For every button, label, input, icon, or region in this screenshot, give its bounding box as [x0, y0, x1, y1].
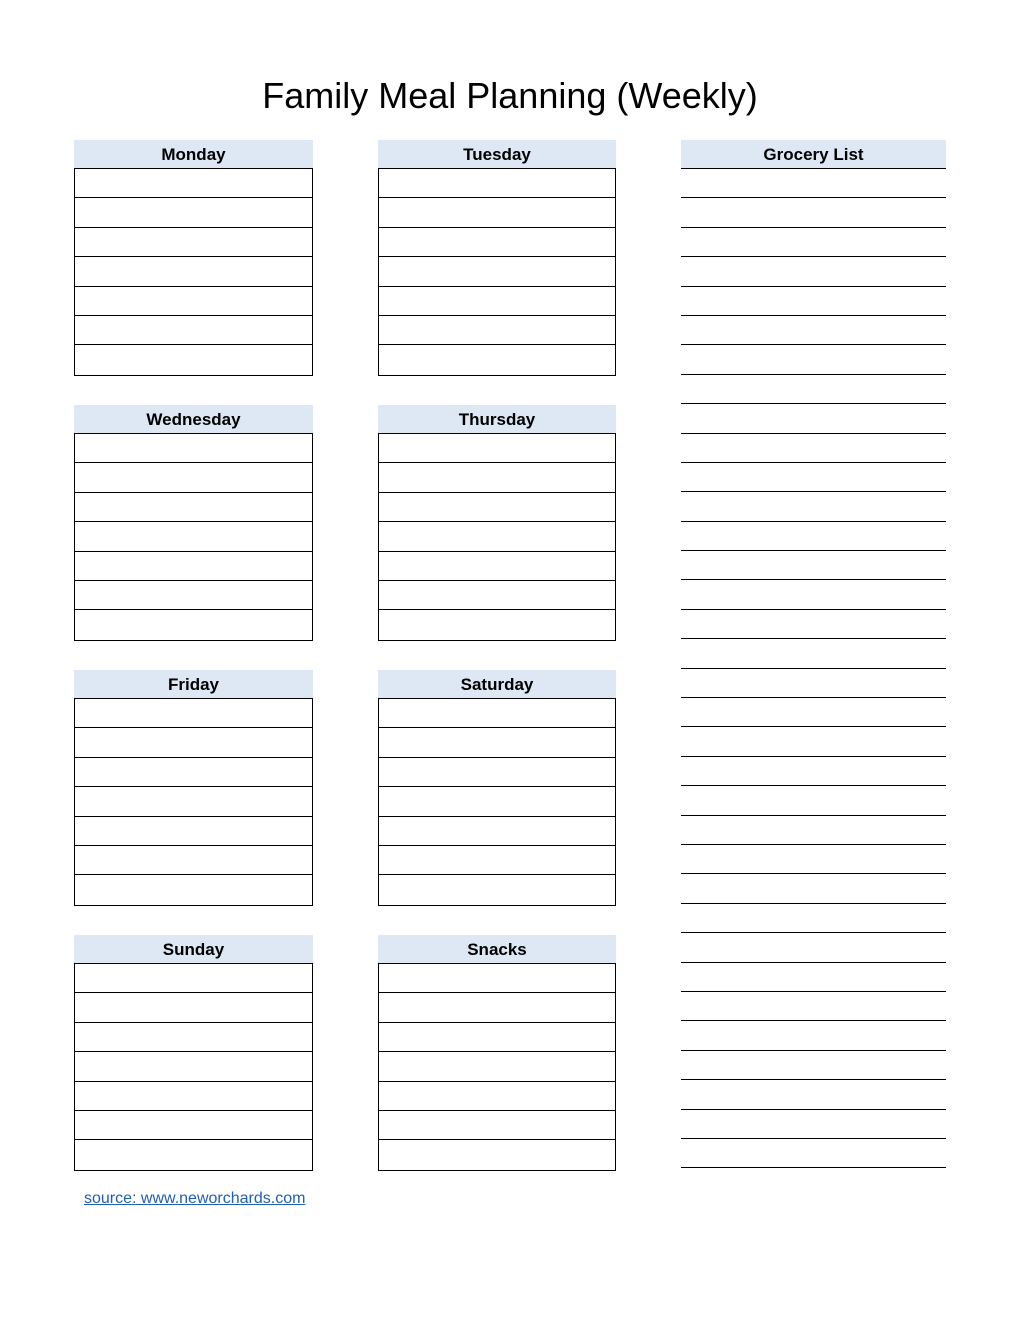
entry-row[interactable] [379, 1111, 615, 1140]
entry-row[interactable] [379, 846, 615, 875]
grocery-line[interactable] [681, 345, 946, 374]
grocery-line[interactable] [681, 845, 946, 874]
grocery-line[interactable] [681, 522, 946, 551]
entry-row[interactable] [379, 875, 615, 904]
grocery-line[interactable] [681, 375, 946, 404]
wednesday-section [74, 405, 313, 641]
entry-row[interactable] [379, 198, 615, 227]
entry-row[interactable] [379, 728, 615, 757]
grocery-line[interactable] [681, 669, 946, 698]
saturday-section [378, 670, 616, 906]
entry-row[interactable] [75, 522, 312, 551]
snacks-header: Snacks [378, 935, 616, 964]
friday-header: Friday [74, 670, 313, 699]
thursday-section [378, 405, 616, 641]
entry-row[interactable] [75, 581, 312, 610]
grocery-line[interactable] [681, 610, 946, 639]
entry-row[interactable] [379, 1052, 615, 1081]
entry-row[interactable] [75, 1111, 312, 1140]
entry-row[interactable] [379, 493, 615, 522]
grocery-line[interactable] [681, 1139, 946, 1168]
entry-row[interactable] [75, 1140, 312, 1169]
entry-row[interactable] [379, 345, 615, 374]
entry-row[interactable] [379, 1023, 615, 1052]
grocery-line[interactable] [681, 786, 946, 815]
entry-row[interactable] [75, 787, 312, 816]
source-link[interactable]: source: www.neworchards.com [84, 1190, 306, 1207]
wednesday-header: Wednesday [74, 405, 313, 434]
monday-header: Monday [74, 140, 313, 169]
entry-row[interactable] [379, 552, 615, 581]
sunday-section [74, 935, 313, 1171]
entry-row[interactable] [75, 463, 312, 492]
grocery-line[interactable] [681, 698, 946, 727]
grocery-line[interactable] [681, 316, 946, 345]
grocery-list-header: Grocery List [681, 140, 946, 169]
sunday-entries[interactable] [74, 964, 313, 1171]
entry-row[interactable] [379, 228, 615, 257]
grocery-line[interactable] [681, 463, 946, 492]
entry-row[interactable] [379, 993, 615, 1022]
entry-row[interactable] [75, 345, 312, 374]
grocery-line[interactable] [681, 904, 946, 933]
monday-section [74, 140, 313, 376]
grocery-line[interactable] [681, 228, 946, 257]
entry-row[interactable] [379, 787, 615, 816]
grocery-line[interactable] [681, 198, 946, 227]
entry-row[interactable] [75, 1023, 312, 1052]
grocery-line[interactable] [681, 1110, 946, 1139]
grocery-line[interactable] [681, 492, 946, 521]
grocery-line[interactable] [681, 1080, 946, 1109]
thursday-header: Thursday [378, 405, 616, 434]
entry-row[interactable] [75, 1052, 312, 1081]
grocery-line[interactable] [681, 816, 946, 845]
entry-row[interactable] [379, 1082, 615, 1111]
friday-section [74, 670, 313, 906]
entry-row[interactable] [379, 522, 615, 551]
entry-row[interactable] [75, 699, 312, 728]
entry-row[interactable] [75, 316, 312, 345]
entry-row[interactable] [379, 287, 615, 316]
entry-row[interactable] [379, 169, 615, 198]
entry-row[interactable] [75, 993, 312, 1022]
entry-row[interactable] [379, 316, 615, 345]
snacks-entries[interactable] [378, 964, 616, 1171]
entry-row[interactable] [75, 169, 312, 198]
entry-row[interactable] [379, 964, 615, 993]
monday-entries[interactable] [74, 169, 313, 376]
entry-row[interactable] [379, 434, 615, 463]
tuesday-entries[interactable] [378, 169, 616, 376]
grocery-line[interactable] [681, 551, 946, 580]
entry-row[interactable] [75, 257, 312, 286]
grocery-line[interactable] [681, 257, 946, 286]
entry-row[interactable] [379, 610, 615, 639]
grocery-line[interactable] [681, 404, 946, 433]
grocery-line[interactable] [681, 992, 946, 1021]
grocery-line[interactable] [681, 874, 946, 903]
wednesday-entries[interactable] [74, 434, 313, 641]
grocery-line[interactable] [681, 757, 946, 786]
grocery-line[interactable] [681, 169, 946, 198]
entry-row[interactable] [75, 964, 312, 993]
grocery-line[interactable] [681, 727, 946, 756]
grocery-line[interactable] [681, 287, 946, 316]
grocery-line[interactable] [681, 1051, 946, 1080]
grocery-list-section [681, 140, 946, 1168]
entry-row[interactable] [75, 875, 312, 904]
entry-row[interactable] [379, 1140, 615, 1169]
entry-row[interactable] [379, 699, 615, 728]
entry-row[interactable] [75, 817, 312, 846]
grocery-line[interactable] [681, 434, 946, 463]
tuesday-header: Tuesday [378, 140, 616, 169]
entry-row[interactable] [75, 228, 312, 257]
grocery-line[interactable] [681, 963, 946, 992]
grocery-line[interactable] [681, 933, 946, 962]
sunday-header: Sunday [74, 935, 313, 964]
entry-row[interactable] [75, 198, 312, 227]
entry-row[interactable] [379, 463, 615, 492]
grocery-line[interactable] [681, 1021, 946, 1050]
entry-row[interactable] [379, 581, 615, 610]
entry-row[interactable] [75, 552, 312, 581]
saturday-header: Saturday [378, 670, 616, 699]
page-title: Family Meal Planning (Weekly) [262, 75, 758, 116]
tuesday-section [378, 140, 616, 376]
entry-row[interactable] [75, 758, 312, 787]
thursday-entries[interactable] [378, 434, 616, 641]
grocery-line[interactable] [681, 580, 946, 609]
entry-row[interactable] [75, 493, 312, 522]
entry-row[interactable] [75, 846, 312, 875]
saturday-entries[interactable] [378, 699, 616, 906]
entry-row[interactable] [379, 257, 615, 286]
friday-entries[interactable] [74, 699, 313, 906]
entry-row[interactable] [75, 610, 312, 639]
grocery-lines[interactable] [681, 169, 946, 1168]
entry-row[interactable] [75, 728, 312, 757]
entry-row[interactable] [75, 434, 312, 463]
entry-row[interactable] [75, 287, 312, 316]
entry-row[interactable] [379, 758, 615, 787]
entry-row[interactable] [379, 817, 615, 846]
entry-row[interactable] [75, 1082, 312, 1111]
grocery-line[interactable] [681, 639, 946, 668]
snacks-section [378, 935, 616, 1171]
